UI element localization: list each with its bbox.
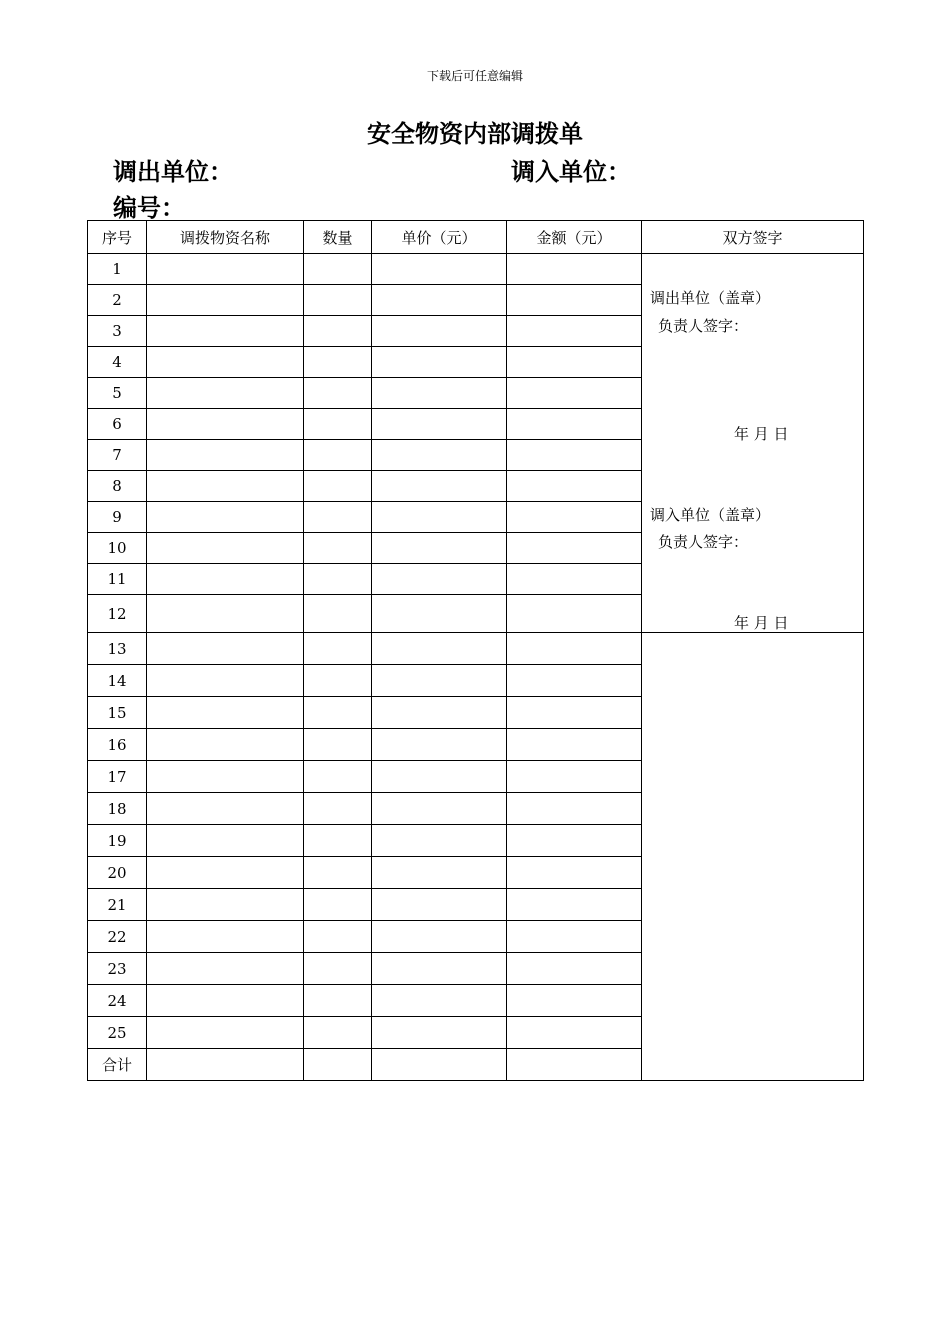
signature-cell: [642, 254, 864, 633]
row-amount[interactable]: [507, 889, 642, 921]
row-item-name[interactable]: [147, 347, 304, 378]
row-quantity[interactable]: [304, 285, 372, 316]
row-item-name[interactable]: [147, 985, 304, 1017]
row-amount[interactable]: [507, 857, 642, 889]
out-date-label: 年 月 日: [734, 425, 789, 443]
row-quantity[interactable]: [304, 595, 372, 633]
row-item-name[interactable]: [147, 921, 304, 953]
row-amount[interactable]: [507, 953, 642, 985]
row-quantity[interactable]: [304, 409, 372, 440]
row-seq: 5: [88, 378, 147, 409]
row-quantity[interactable]: [304, 471, 372, 502]
row-amount[interactable]: [507, 378, 642, 409]
table-header-row: [88, 221, 864, 254]
row-seq: 13: [88, 633, 147, 665]
row-unit-price[interactable]: [372, 316, 507, 347]
in-unit-seal-label: 调入单位（盖章）: [650, 506, 771, 524]
row-item-name[interactable]: [147, 1017, 304, 1049]
row-seq: 19: [88, 825, 147, 857]
row-seq: 17: [88, 761, 147, 793]
row-unit-price[interactable]: [372, 761, 507, 793]
row-item-name[interactable]: [147, 378, 304, 409]
row-unit-price[interactable]: [372, 347, 507, 378]
row-unit-price[interactable]: [372, 825, 507, 857]
row-seq: 12: [88, 595, 147, 633]
row-unit-price[interactable]: [372, 889, 507, 921]
row-amount[interactable]: [507, 985, 642, 1017]
out-person-label: 负责人签字：: [658, 317, 749, 335]
row-amount[interactable]: [507, 793, 642, 825]
header-item-name: 调拨物资名称: [147, 221, 304, 254]
row-item-name[interactable]: [147, 440, 304, 471]
row-amount[interactable]: [507, 1049, 642, 1081]
row-amount[interactable]: [507, 316, 642, 347]
in-person-label: 负责人签字：: [658, 533, 749, 551]
header-signatures: 双方签字: [642, 221, 864, 254]
row-unit-price[interactable]: [372, 633, 507, 665]
row-unit-price[interactable]: [372, 440, 507, 471]
row-item-name[interactable]: [147, 889, 304, 921]
row-quantity[interactable]: [304, 1049, 372, 1081]
row-quantity[interactable]: [304, 347, 372, 378]
row-quantity[interactable]: [304, 316, 372, 347]
row-amount[interactable]: [507, 729, 642, 761]
row-item-name[interactable]: [147, 316, 304, 347]
row-seq: 1: [88, 254, 147, 285]
row-item-name[interactable]: [147, 254, 304, 285]
row-unit-price[interactable]: [372, 1017, 507, 1049]
out-unit-field: 调出单位：: [113, 158, 233, 186]
row-quantity[interactable]: [304, 793, 372, 825]
row-amount[interactable]: [507, 921, 642, 953]
header-seq: 序号: [88, 221, 147, 254]
row-amount[interactable]: [507, 440, 642, 471]
row-unit-price[interactable]: [372, 502, 507, 533]
header-quantity: 数量: [304, 221, 372, 254]
row-amount[interactable]: [507, 761, 642, 793]
row-unit-price[interactable]: [372, 471, 507, 502]
row-item-name[interactable]: [147, 502, 304, 533]
row-seq: 21: [88, 889, 147, 921]
row-item-name[interactable]: [147, 825, 304, 857]
row-item-name[interactable]: [147, 857, 304, 889]
row-quantity[interactable]: [304, 825, 372, 857]
row-seq: 24: [88, 985, 147, 1017]
row-unit-price[interactable]: [372, 921, 507, 953]
row-amount[interactable]: [507, 697, 642, 729]
row-item-name[interactable]: [147, 533, 304, 564]
row-quantity[interactable]: [304, 729, 372, 761]
row-seq: 3: [88, 316, 147, 347]
row-item-name[interactable]: [147, 953, 304, 985]
row-amount[interactable]: [507, 347, 642, 378]
row-seq: 23: [88, 953, 147, 985]
row-quantity[interactable]: [304, 440, 372, 471]
in-unit-field: 调入单位：: [511, 158, 631, 186]
row-amount[interactable]: [507, 254, 642, 285]
row-seq: 11: [88, 564, 147, 595]
row-unit-price[interactable]: [372, 793, 507, 825]
row-quantity[interactable]: [304, 564, 372, 595]
out-unit-seal-label: 调出单位（盖章）: [650, 289, 771, 307]
row-item-name[interactable]: [147, 697, 304, 729]
row-item-name[interactable]: [147, 1049, 304, 1081]
row-quantity[interactable]: [304, 889, 372, 921]
row-seq: 25: [88, 1017, 147, 1049]
row-unit-price[interactable]: [372, 595, 507, 633]
row-unit-price[interactable]: [372, 254, 507, 285]
row-seq: 10: [88, 533, 147, 564]
row-seq: 14: [88, 665, 147, 697]
row-item-name[interactable]: [147, 729, 304, 761]
row-item-name[interactable]: [147, 285, 304, 316]
row-quantity[interactable]: [304, 665, 372, 697]
row-quantity[interactable]: [304, 857, 372, 889]
row-unit-price[interactable]: [372, 533, 507, 564]
row-seq: 22: [88, 921, 147, 953]
row-quantity[interactable]: [304, 761, 372, 793]
form-title: 安全物资内部调拨单: [367, 120, 583, 148]
row-amount[interactable]: [507, 1017, 642, 1049]
row-seq: 15: [88, 697, 147, 729]
row-amount[interactable]: [507, 564, 642, 595]
header-note: 下载后可任意编辑: [426, 69, 523, 83]
row-item-name[interactable]: [147, 409, 304, 440]
row-quantity[interactable]: [304, 1017, 372, 1049]
table-row: [88, 633, 864, 665]
row-seq: 7: [88, 440, 147, 471]
row-unit-price[interactable]: [372, 697, 507, 729]
row-amount[interactable]: [507, 502, 642, 533]
table-row: [88, 254, 864, 285]
row-seq: 2: [88, 285, 147, 316]
row-amount[interactable]: [507, 409, 642, 440]
row-item-name[interactable]: [147, 471, 304, 502]
row-item-name[interactable]: [147, 564, 304, 595]
row-seq: 20: [88, 857, 147, 889]
row-quantity[interactable]: [304, 378, 372, 409]
row-seq: 16: [88, 729, 147, 761]
row-quantity[interactable]: [304, 985, 372, 1017]
number-field: 编号：: [113, 194, 185, 222]
row-seq: 8: [88, 471, 147, 502]
transfer-table: [87, 220, 864, 1081]
row-item-name[interactable]: [147, 633, 304, 665]
row-unit-price[interactable]: [372, 1049, 507, 1081]
row-seq: 9: [88, 502, 147, 533]
row-quantity[interactable]: [304, 254, 372, 285]
row-unit-price[interactable]: [372, 409, 507, 440]
header-unit-price: 单价（元）: [372, 221, 507, 254]
row-item-name[interactable]: [147, 665, 304, 697]
row-unit-price[interactable]: [372, 285, 507, 316]
row-unit-price[interactable]: [372, 564, 507, 595]
row-unit-price[interactable]: [372, 953, 507, 985]
row-seq: 18: [88, 793, 147, 825]
header-amount: 金额（元）: [507, 221, 642, 254]
row-unit-price[interactable]: [372, 985, 507, 1017]
row-quantity[interactable]: [304, 921, 372, 953]
row-unit-price[interactable]: [372, 729, 507, 761]
row-quantity[interactable]: [304, 502, 372, 533]
row-amount[interactable]: [507, 665, 642, 697]
blank-signature-cell: [642, 633, 864, 1081]
row-quantity[interactable]: [304, 697, 372, 729]
row-seq: 合计: [88, 1049, 147, 1081]
row-amount[interactable]: [507, 633, 642, 665]
row-amount[interactable]: [507, 285, 642, 316]
row-quantity[interactable]: [304, 533, 372, 564]
row-item-name[interactable]: [147, 595, 304, 633]
row-amount[interactable]: [507, 471, 642, 502]
in-date-label: 年 月 日: [734, 614, 789, 632]
row-quantity[interactable]: [304, 953, 372, 985]
row-amount[interactable]: [507, 533, 642, 564]
row-amount[interactable]: [507, 825, 642, 857]
row-quantity[interactable]: [304, 633, 372, 665]
row-unit-price[interactable]: [372, 378, 507, 409]
row-item-name[interactable]: [147, 761, 304, 793]
row-seq: 6: [88, 409, 147, 440]
row-item-name[interactable]: [147, 793, 304, 825]
row-unit-price[interactable]: [372, 665, 507, 697]
row-seq: 4: [88, 347, 147, 378]
row-unit-price[interactable]: [372, 857, 507, 889]
row-amount[interactable]: [507, 595, 642, 633]
